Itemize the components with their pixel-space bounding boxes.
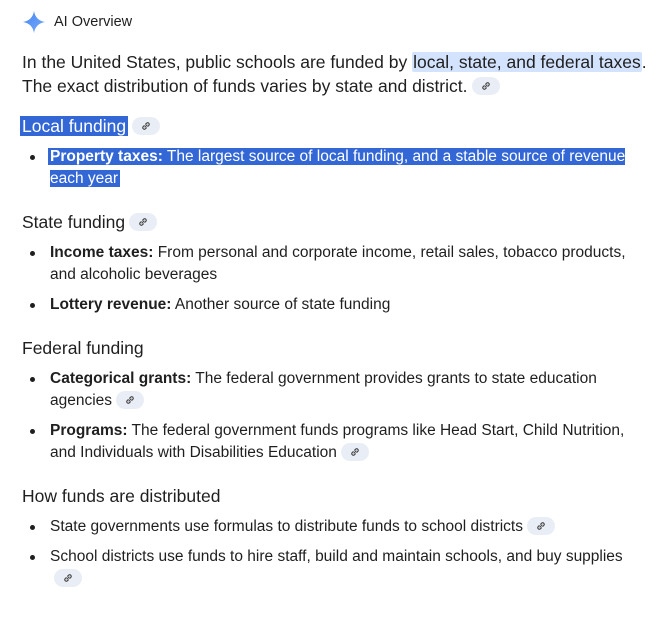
ai-overview-header bbox=[22, 10, 132, 34]
item-text: Another source of state funding bbox=[171, 296, 391, 313]
heading-state-text: State funding bbox=[22, 212, 126, 232]
item-term: Property taxes: bbox=[50, 148, 163, 165]
list-item bbox=[22, 368, 647, 412]
heading-local-funding bbox=[22, 114, 647, 138]
source-link-chip[interactable] bbox=[527, 517, 555, 535]
heading-distribution: How funds are distributed bbox=[22, 486, 221, 506]
state-funding-list bbox=[22, 242, 647, 316]
federal-funding-list bbox=[22, 368, 647, 464]
heading-state-funding bbox=[22, 210, 647, 234]
item-term: Lottery revenue: bbox=[50, 296, 172, 313]
intro-text-start: In the United States, public schools are funded by bbox=[22, 52, 413, 72]
source-link-chip[interactable] bbox=[132, 117, 160, 135]
item-term: Categorical grants: bbox=[50, 370, 192, 387]
source-link-chip[interactable] bbox=[116, 391, 144, 409]
source-link-chip[interactable] bbox=[129, 213, 157, 231]
item-text: State governments use formulas to distribute funds to school districts bbox=[50, 518, 523, 535]
heading-federal-funding: Federal funding bbox=[22, 338, 144, 358]
item-text: The federal government provides grants to state education agencies bbox=[50, 370, 597, 409]
ai-overview-title: AI Overview bbox=[54, 14, 133, 30]
heading-local-text: Local funding bbox=[22, 116, 127, 136]
distribution-list bbox=[22, 516, 647, 590]
source-link-chip[interactable] bbox=[472, 77, 500, 95]
intro-highlight: local, state, and federal taxes bbox=[413, 52, 641, 72]
source-link-chip[interactable] bbox=[54, 569, 82, 587]
item-text: From personal and corporate income, retail sales, tobacco products, and alcoholic beverages bbox=[50, 244, 626, 283]
source-link-chip[interactable] bbox=[341, 443, 369, 461]
link-icon bbox=[349, 446, 361, 458]
gemini-spark-icon bbox=[22, 10, 46, 34]
item-term: Programs: bbox=[50, 422, 128, 439]
link-icon bbox=[62, 572, 74, 584]
item-text: The federal government funds programs like Head Start, Child Nutrition, and Individuals with Disabilities Education bbox=[50, 422, 625, 461]
link-icon bbox=[140, 120, 152, 132]
list-item bbox=[22, 546, 647, 590]
link-icon bbox=[137, 216, 149, 228]
item-term: Income taxes: bbox=[50, 244, 154, 261]
list-item bbox=[22, 294, 647, 316]
link-icon bbox=[535, 520, 547, 532]
intro-text-end: . The exact distribution of funds varies by state and district. bbox=[22, 52, 647, 96]
list-item bbox=[22, 516, 647, 538]
intro-paragraph bbox=[22, 50, 647, 98]
list-item bbox=[22, 242, 647, 286]
link-icon bbox=[124, 394, 136, 406]
list-item bbox=[22, 146, 647, 190]
item-text: The largest source of local funding, and a stable source of revenue each year bbox=[50, 148, 626, 187]
item-text: School districts use funds to hire staff, build and maintain schools, and buy supplies bbox=[50, 548, 623, 565]
list-item bbox=[22, 420, 647, 464]
link-icon bbox=[480, 80, 492, 92]
local-funding-list bbox=[22, 146, 647, 190]
